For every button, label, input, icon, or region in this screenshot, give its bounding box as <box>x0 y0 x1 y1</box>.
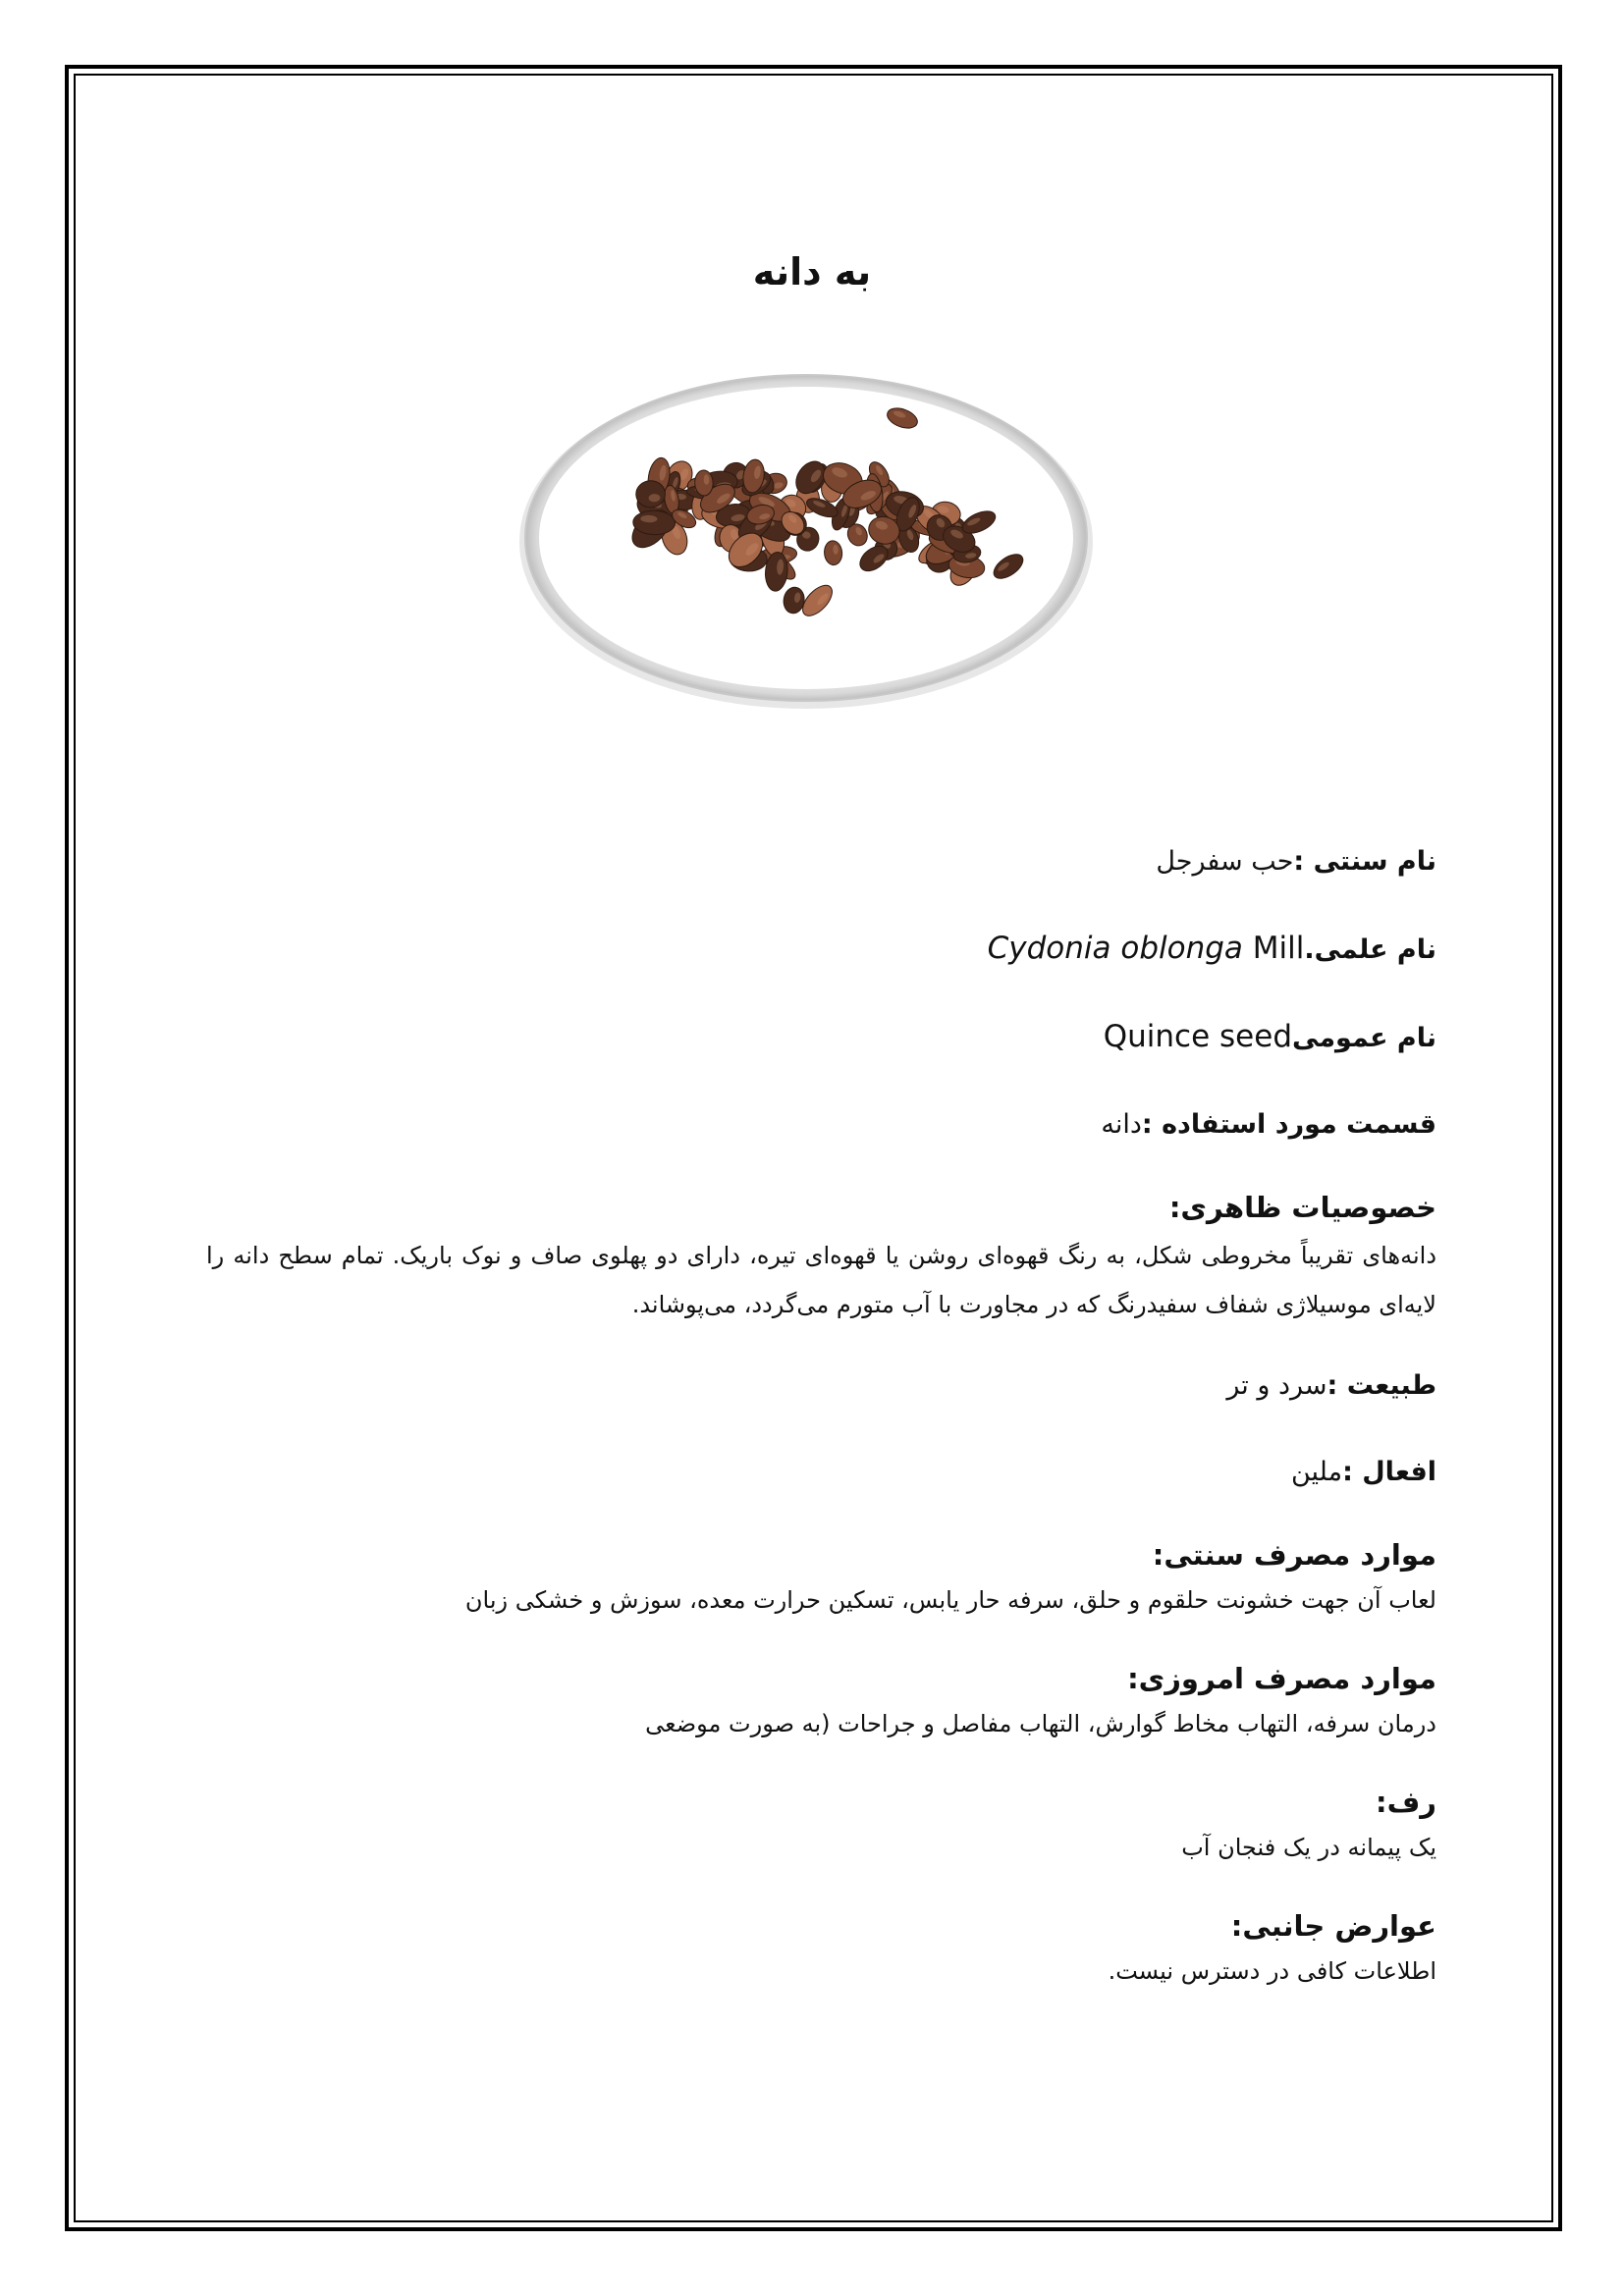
dosage-section <box>206 1783 1436 1867</box>
monograph-content <box>206 842 1436 1991</box>
appearance-text: دانه‌های تقریباً مخروطی شکل، به رنگ قهوه‌ای روشن یا قهوه‌ای تیره، دارای دو پهلوی صاف و نوک باریک. تمام سطح دانه را لایه‌ای موسیلاژی شفاف سفیدرنگ که در مجاورت با آب متورم می‌گردد، می‌پوشاند. <box>206 1242 1436 1318</box>
traditional-name-row <box>206 842 1436 881</box>
nature-label: طبیعت : <box>1326 1370 1436 1401</box>
side-effects-section <box>206 1906 1436 1991</box>
scientific-name-label: نام علمی. <box>1304 934 1436 965</box>
appearance-section <box>206 1188 1436 1329</box>
side-effects-heading: عوارض جانبی: <box>1230 1909 1436 1943</box>
modern-uses-section <box>206 1659 1436 1743</box>
scientific-name-binomial: Cydonia oblonga <box>987 931 1243 966</box>
part-used-row <box>206 1105 1436 1145</box>
common-name-value: Quince seed <box>1103 1019 1293 1054</box>
side-effects-text: اطلاعات کافی در دسترس نیست. <box>1108 1957 1436 1985</box>
part-used-label: قسمت مورد استفاده : <box>1141 1109 1436 1140</box>
traditional-name-label: نام سنتی : <box>1293 846 1436 877</box>
scientific-name-row <box>206 929 1436 970</box>
common-name-row <box>206 1017 1436 1058</box>
modern-uses-text: درمان سرفه، التهاب مخاط گوارش، التهاب مفاصل و جراحات (به صورت موضعی <box>645 1710 1436 1737</box>
traditional-uses-heading: موارد مصرف سنتی: <box>1152 1538 1436 1572</box>
traditional-uses-text: لعاب آن جهت خشونت حلقوم و حلق، سرفه حار یابس، تسکین حرارت معده، سوزش و خشکی زبان <box>464 1586 1436 1614</box>
actions-value: ملین <box>1290 1457 1343 1487</box>
traditional-uses-section <box>206 1535 1436 1620</box>
page-title: به دانه <box>752 250 872 294</box>
nature-row <box>206 1366 1436 1406</box>
scientific-name-value <box>988 931 1305 966</box>
seed-89 <box>694 470 713 497</box>
seed-76 <box>633 510 676 535</box>
dosage-text: یک پیمانه در یک فنجان آب <box>1181 1834 1436 1861</box>
traditional-name-value: حب سفرجل <box>1156 846 1294 877</box>
scientific-name-author: Mill <box>1252 931 1305 966</box>
actions-label: افعال : <box>1342 1457 1436 1487</box>
part-used-value: دانه <box>1101 1109 1142 1140</box>
common-name-label: نام عمومی <box>1292 1023 1436 1053</box>
modern-uses-heading: موارد مصرف امروزی: <box>1127 1662 1436 1695</box>
dosage-heading: رف: <box>1376 1786 1436 1819</box>
quince-seed-photo <box>517 365 1095 711</box>
appearance-heading: خصوصیات ظاهری: <box>1168 1191 1436 1224</box>
actions-row <box>206 1453 1436 1492</box>
nature-value: سرد و تر <box>1226 1370 1327 1401</box>
